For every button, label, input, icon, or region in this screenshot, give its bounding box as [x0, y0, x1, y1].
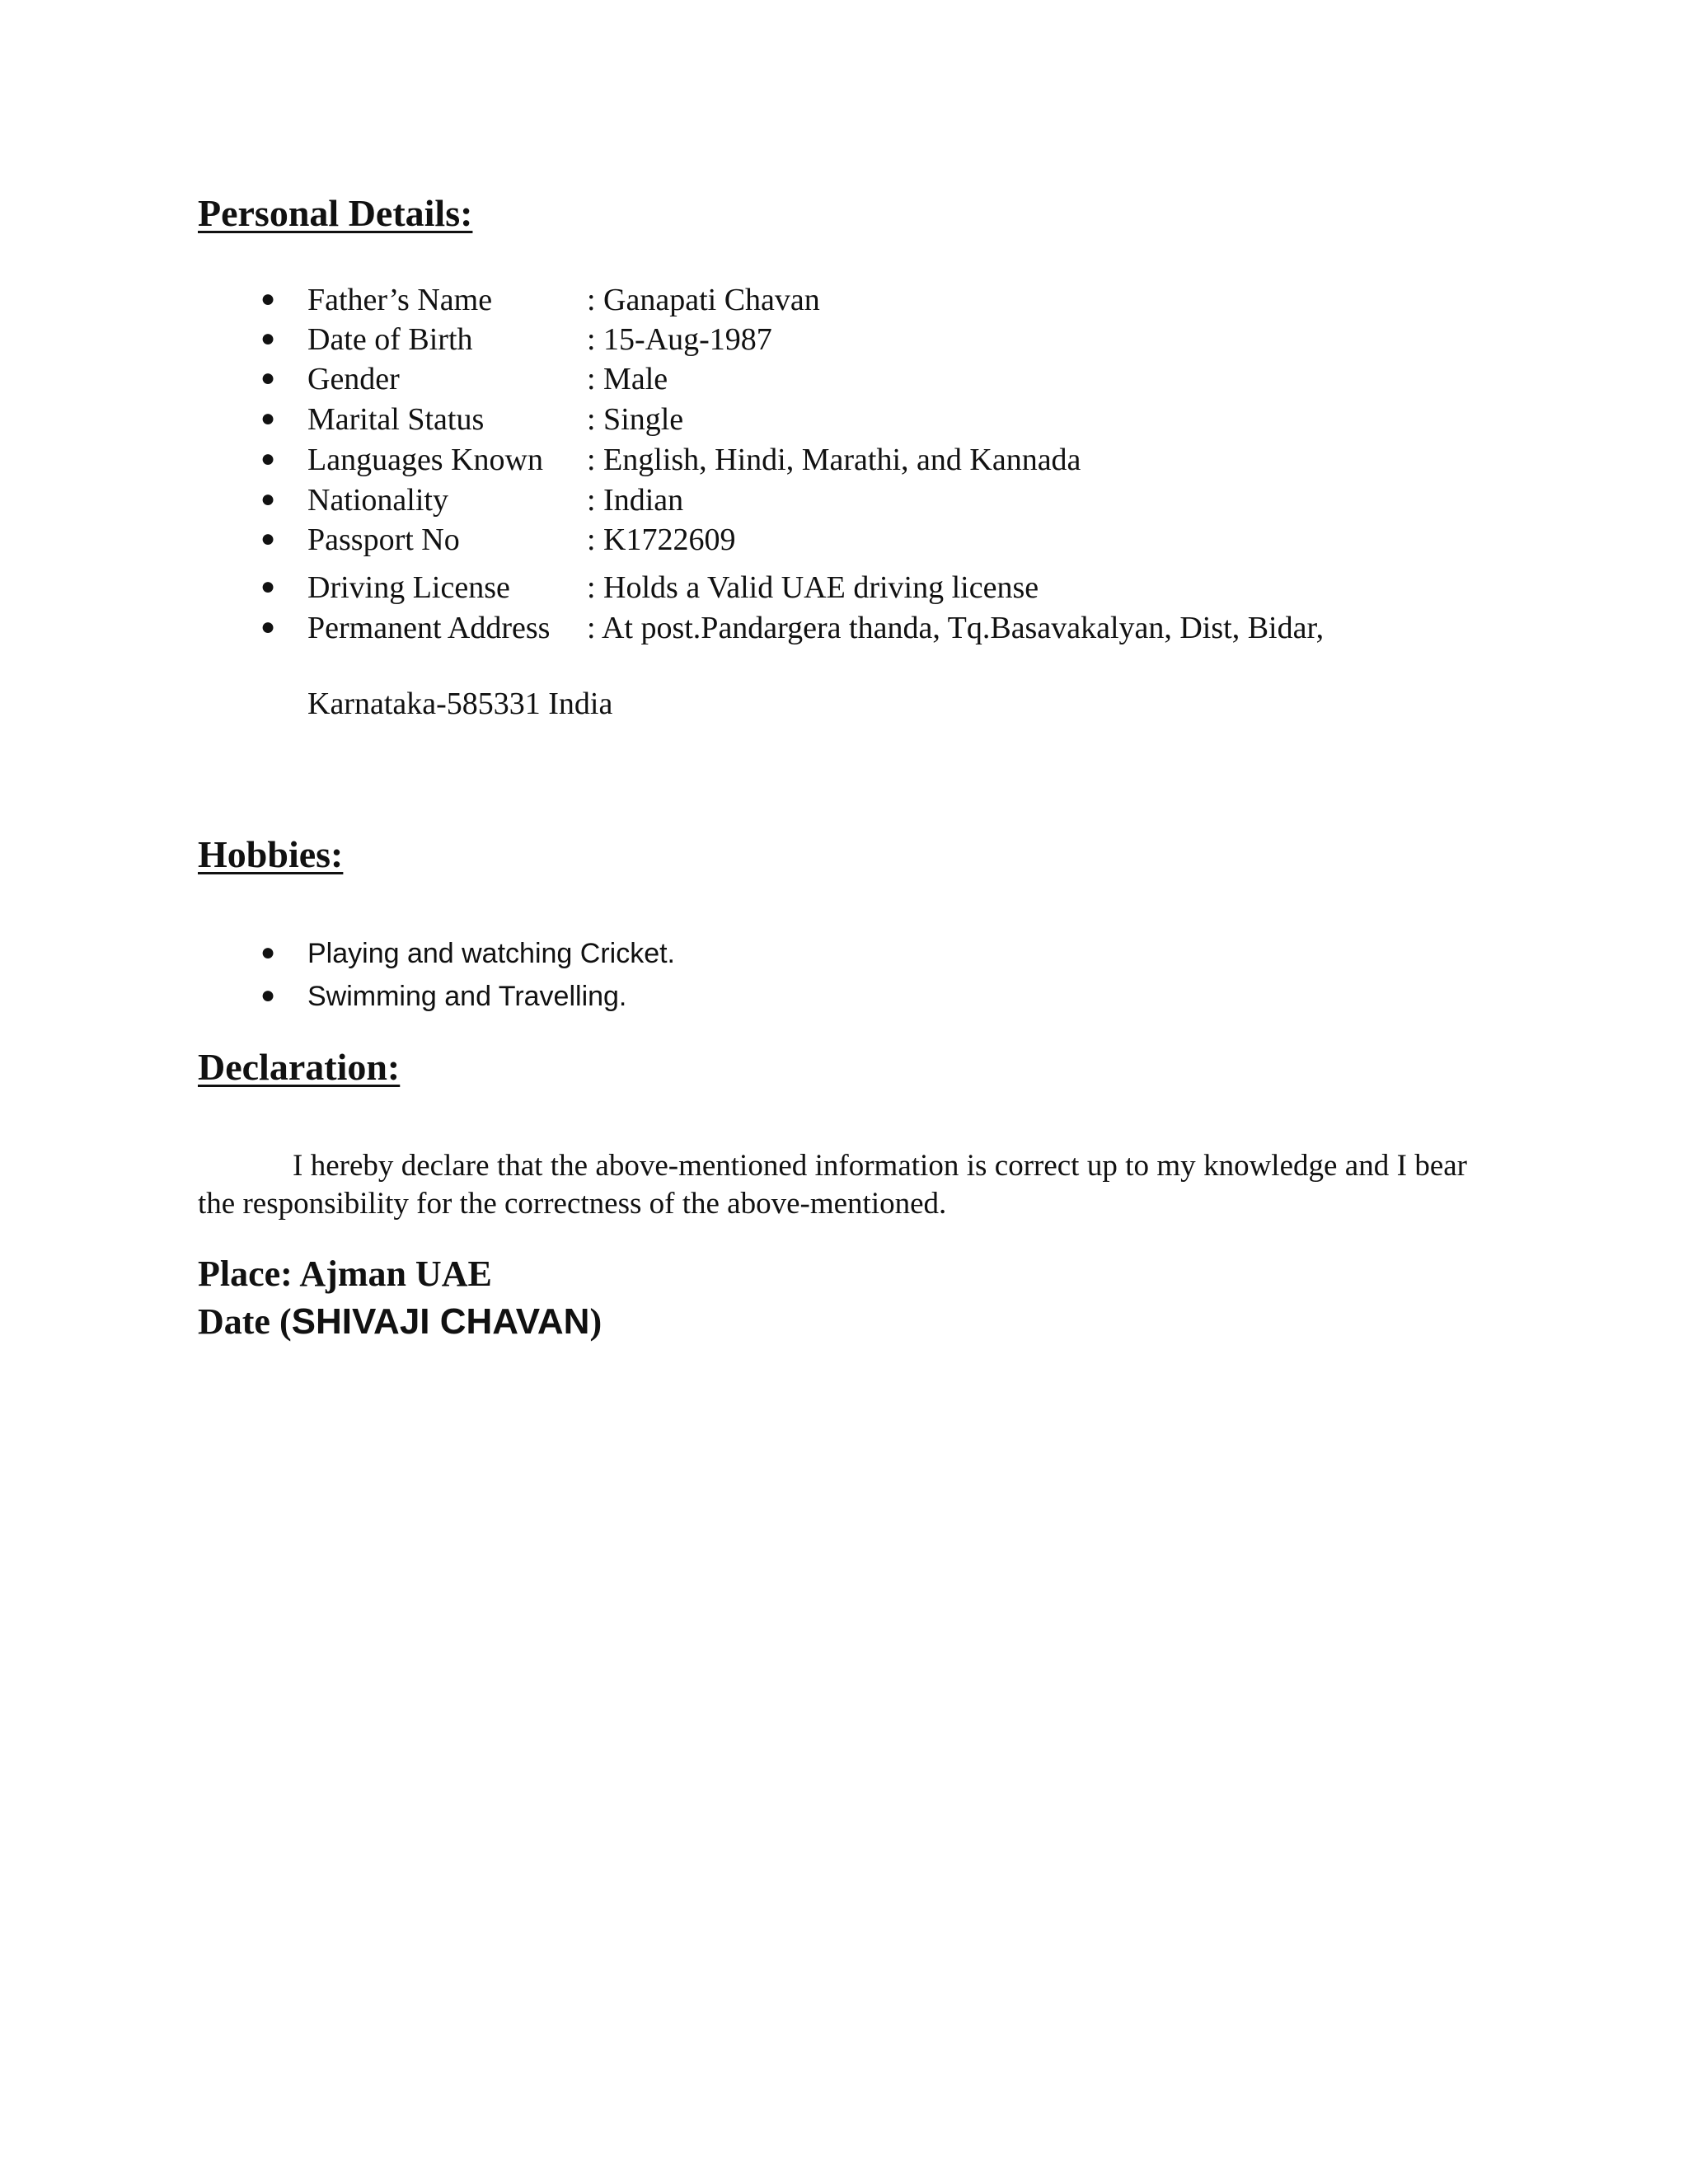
- detail-row-languages-known: [0, 440, 1688, 480]
- personal-details-heading: Personal Details:: [198, 192, 473, 234]
- detail-row-gender: [0, 359, 1688, 399]
- detail-label: Passport No: [307, 523, 460, 557]
- detail-value: : Single: [587, 402, 684, 437]
- date-close: ): [589, 1301, 603, 1342]
- bullet-icon: ●: [260, 485, 276, 513]
- hobby-text: Swimming and Travelling.: [307, 981, 627, 1012]
- detail-label: Father’s Name: [307, 283, 493, 317]
- detail-label: Gender: [307, 362, 400, 396]
- detail-value: : At post.Pandargera thanda, Tq.Basavakalyan, Dist, Bidar,: [587, 611, 1325, 645]
- detail-row-fathers-name: [0, 280, 1688, 320]
- detail-label: Nationality: [307, 483, 448, 518]
- detail-row-passport-no: [0, 520, 1688, 560]
- hobby-item: [0, 977, 1688, 1016]
- detail-row-date-of-birth: [0, 320, 1688, 359]
- bullet-icon: ●: [260, 364, 276, 391]
- detail-value: : K1722609: [587, 523, 736, 557]
- bullet-icon: ●: [260, 285, 276, 312]
- detail-value: : Male: [587, 362, 668, 396]
- bullet-icon: ●: [260, 939, 276, 966]
- bullet-icon: ●: [260, 613, 276, 640]
- signature-name: SHIVAJI CHAVAN: [291, 1301, 590, 1342]
- detail-row-nationality: [0, 480, 1688, 520]
- detail-row-permanent-address: [0, 608, 1688, 648]
- detail-value: : Holds a Valid UAE driving license: [587, 570, 1039, 605]
- hobbies-heading: Hobbies:: [198, 833, 344, 875]
- declaration-heading: Declaration:: [198, 1046, 401, 1088]
- detail-value: : Ganapati Chavan: [587, 283, 820, 317]
- detail-value: : 15-Aug-1987: [587, 322, 772, 357]
- declaration-body: I hereby declare that the above-mentioned information is correct up to my knowledge and I bear the responsibility for the correctness of the above-mentioned.: [198, 1149, 1467, 1221]
- bullet-icon: ●: [260, 445, 276, 472]
- bullet-icon: ●: [260, 325, 276, 352]
- hobby-item: [0, 934, 1688, 973]
- detail-label: Date of Birth: [307, 322, 473, 357]
- declaration-text: [198, 1147, 1467, 1223]
- detail-row-driving-license: [0, 568, 1688, 607]
- date-label: Date (: [198, 1301, 292, 1342]
- hobby-text: Playing and watching Cricket.: [307, 938, 676, 969]
- address-continuation: Karnataka-585331 India: [307, 687, 613, 721]
- place-line: Place: Ajman UAE: [198, 1254, 492, 1294]
- date-line: [198, 1301, 602, 1343]
- bullet-icon: ●: [260, 405, 276, 432]
- bullet-icon: ●: [260, 573, 276, 600]
- detail-row-marital-status: [0, 400, 1688, 439]
- detail-value: : English, Hindi, Marathi, and Kannada: [587, 443, 1081, 477]
- detail-label: Permanent Address: [307, 611, 551, 645]
- detail-value: : Indian: [587, 483, 684, 518]
- detail-label: Languages Known: [307, 443, 543, 477]
- bullet-icon: ●: [260, 982, 276, 1009]
- detail-label: Marital Status: [307, 402, 485, 437]
- bullet-icon: ●: [260, 525, 276, 552]
- detail-label: Driving License: [307, 570, 510, 605]
